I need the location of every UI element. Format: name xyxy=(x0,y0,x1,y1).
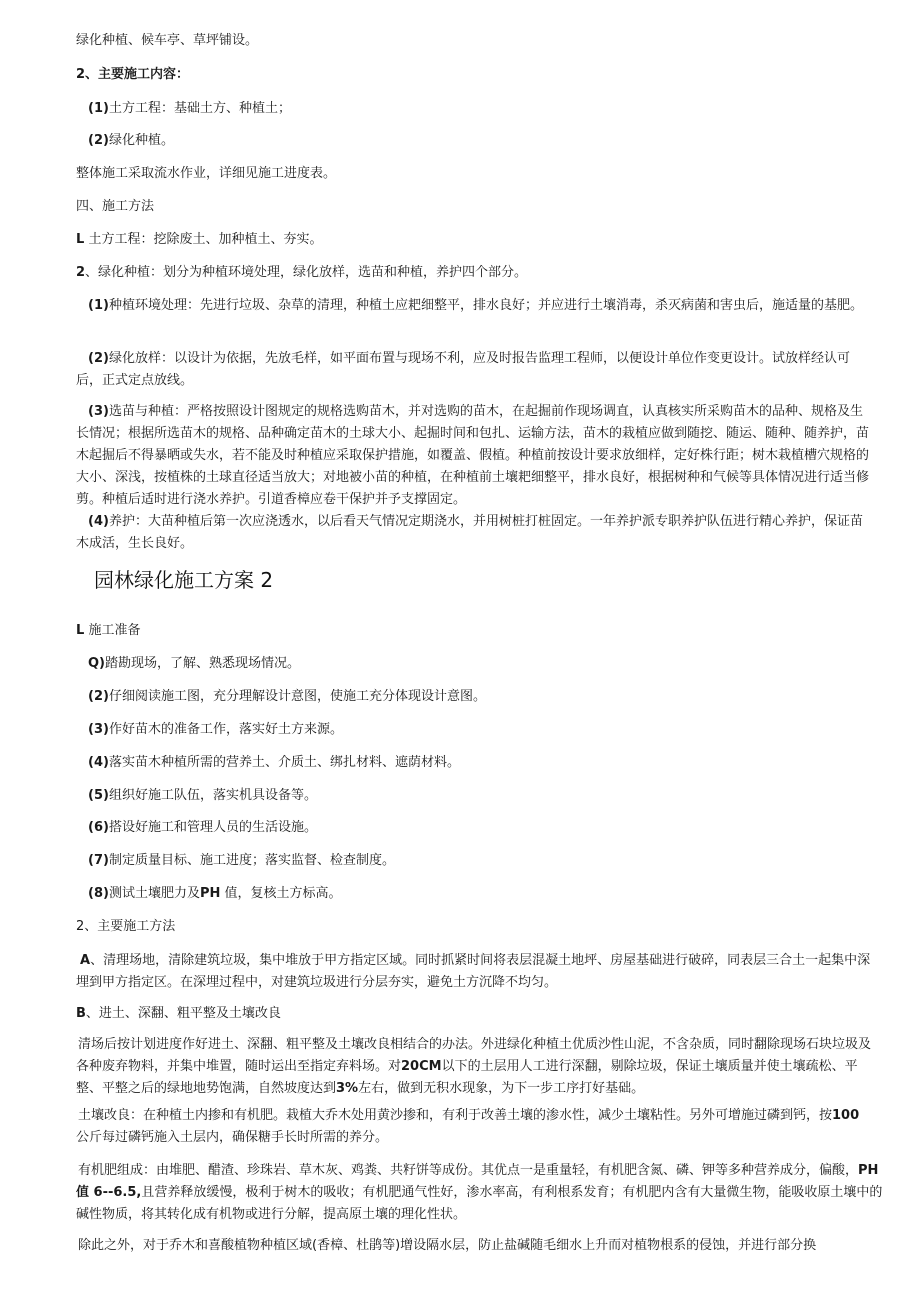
planting-line: 2、绿化种植：划分为种植环境处理，绿化放样，选苗和种植，养护四个部分。 xyxy=(76,265,528,280)
main-content-title: 2、主要施工内容： xyxy=(76,67,190,82)
flow-note: 整体施工采取流水作业，详细见施工进度表。 xyxy=(76,166,337,181)
care-paragraph: (4)养护：大苗种植后第一次应浇透水，以后看天气情况定期浇水，并用树桩打桩固定。一年养护派专职养护队伍进行精心养护，保证苗木成活，生长良好。 xyxy=(76,514,863,551)
prep-title: L 施工准备 xyxy=(76,623,141,638)
soil-title: B、进土、深翻、粗平整及土壤改良 xyxy=(76,1006,281,1021)
prep-item-4: (4)落实苗木种植所需的营养土、介质土、绑扎材料、遮荫材料。 xyxy=(88,755,460,770)
prep-item-5: (5)组织好施工队伍，落实机具设备等。 xyxy=(88,788,317,803)
section-2-title: 园林绿化施工方案 2 xyxy=(94,568,274,592)
layout-paragraph: (2)绿化放样：以设计为依据，先放毛样，如平面布置与现场不利，应及时报告监理工程师，以便设计单位作变更设计。试放样经认可后，正式定点放线。 xyxy=(76,351,850,388)
method-title: 四、施工方法 xyxy=(76,199,155,214)
prep-item-3: (3)作好苗木的准备工作，落实好土方来源。 xyxy=(88,722,343,737)
prep-item-7: (7)制定质量目标、施工进度；落实监督、检查制度。 xyxy=(88,853,395,868)
clear-site-paragraph: A、清理场地，清除建筑垃圾，集中堆放于甲方指定区域。同时抓紧时间将表层混凝土地坪、房屋基础进行破碎，同表层三合土一起集中深埋到甲方指定区。在深埋过程中，对建筑垃圾进行分层夯实，避免土方沉降不均匀。 xyxy=(76,953,871,990)
except-paragraph: 除此之外，对于乔木和喜酸植物种植区域(香樟、杜鹃等)增设隔水层，防止盐碱随毛细水上升而对植物根系的侵蚀，并进行部分换 xyxy=(78,1238,817,1253)
content-item-2: (2)绿化种植。 xyxy=(88,133,174,148)
organic-fertilizer-paragraph: 有机肥组成：由堆肥、醋渣、珍珠岩、草木灰、鸡粪、共籽饼等成份。其优点一是重量轻，有机肥含氮、磷、钾等多种营养成分，偏酸，PH 值 6--6.5,且营养释放缓慢，极利于树木的吸收；有机肥通气性好，渗水率高，有利根系发育；有机肥内含有大量微生物，能吸收原土壤中的碱性物质，将其转化成有机物或进行分解，提高原土壤的理化性状。 xyxy=(76,1163,883,1222)
env-paragraph: (1)种植环境处理：先进行垃圾、杂草的清理，种植土应耙细整平，排水良好；并应进行土壤消毒，杀灭病菌和害虫后，施适量的基肥。 xyxy=(88,298,863,313)
earthwork-line: L 土方工程：挖除废土、加种植土、夯实。 xyxy=(76,232,323,247)
prep-item-1: Q)踏勘现场，了解、熟悉现场情况。 xyxy=(88,656,301,671)
soil-prep-paragraph: 清场后按计划进度作好进土、深翻、粗平整及土壤改良相结合的办法。外进绿化种植土优质沙性山泥，不含杂质，同时翻除现场石块垃圾及各种废弃物料，并集中堆置，随时运出至指定弃料场。对20CM以下的土层用人工进行深翻，剔除垃圾，保证土壤质量并使土壤疏松、平整、平整之后的绿地地势饱满，自然坡度达到3%左右，做到无积水现象，为下一步工序打好基础。 xyxy=(76,1037,872,1096)
select-paragraph: (3)选苗与种植：严格按照设计图规定的规格选购苗木，并对选购的苗木，在起掘前作现场调直，认真核实所采购苗木的品种、规格及生长情况；根据所选苗木的规格、品种确定苗木的土球大小、起掘时间和包扎、运输方法，苗木的栽植应做到随挖、随运、随种、随养护，苗木起掘后不得暴晒或失水，若不能及时种植应采取保护措施，如覆盖、假植。种植前按设计要求放细样，定好株行距；树木栽植槽穴规格的大小、深浅，按植株的土球直径适当放大；对地被小苗的种植，在种植前土壤耙细整平，排水良好，根据树种和气候等具体情况进行适当修剪。种植后适时进行浇水养护。引道香樟应卷干保护并予支撑固定。 xyxy=(76,404,870,507)
main-method-title: 2、主要施工方法 xyxy=(76,919,176,934)
scope-line: 绿化种植、候车亭、草坪铺设。 xyxy=(76,33,259,48)
prep-item-8: (8)测试土壤肥力及PH 值，复核土方标高。 xyxy=(88,886,342,901)
soil-improve-paragraph: 土壤改良：在种植土内掺和有机肥。栽植大乔木处用黄沙掺和，有利于改善土壤的渗水性，减少土壤粘性。另外可增施过磷到钙，按100 公斤每过磷钙施入土层内，确保糖手长时所需的养分。 xyxy=(76,1108,860,1145)
prep-item-2: (2)仔细阅读施工图，充分理解设计意图，使施工充分体现设计意图。 xyxy=(88,689,486,704)
prep-item-6: (6)搭设好施工和管理人员的生活设施。 xyxy=(88,820,317,835)
content-item-1: (1)土方工程：基础土方、种植土； xyxy=(88,101,291,116)
